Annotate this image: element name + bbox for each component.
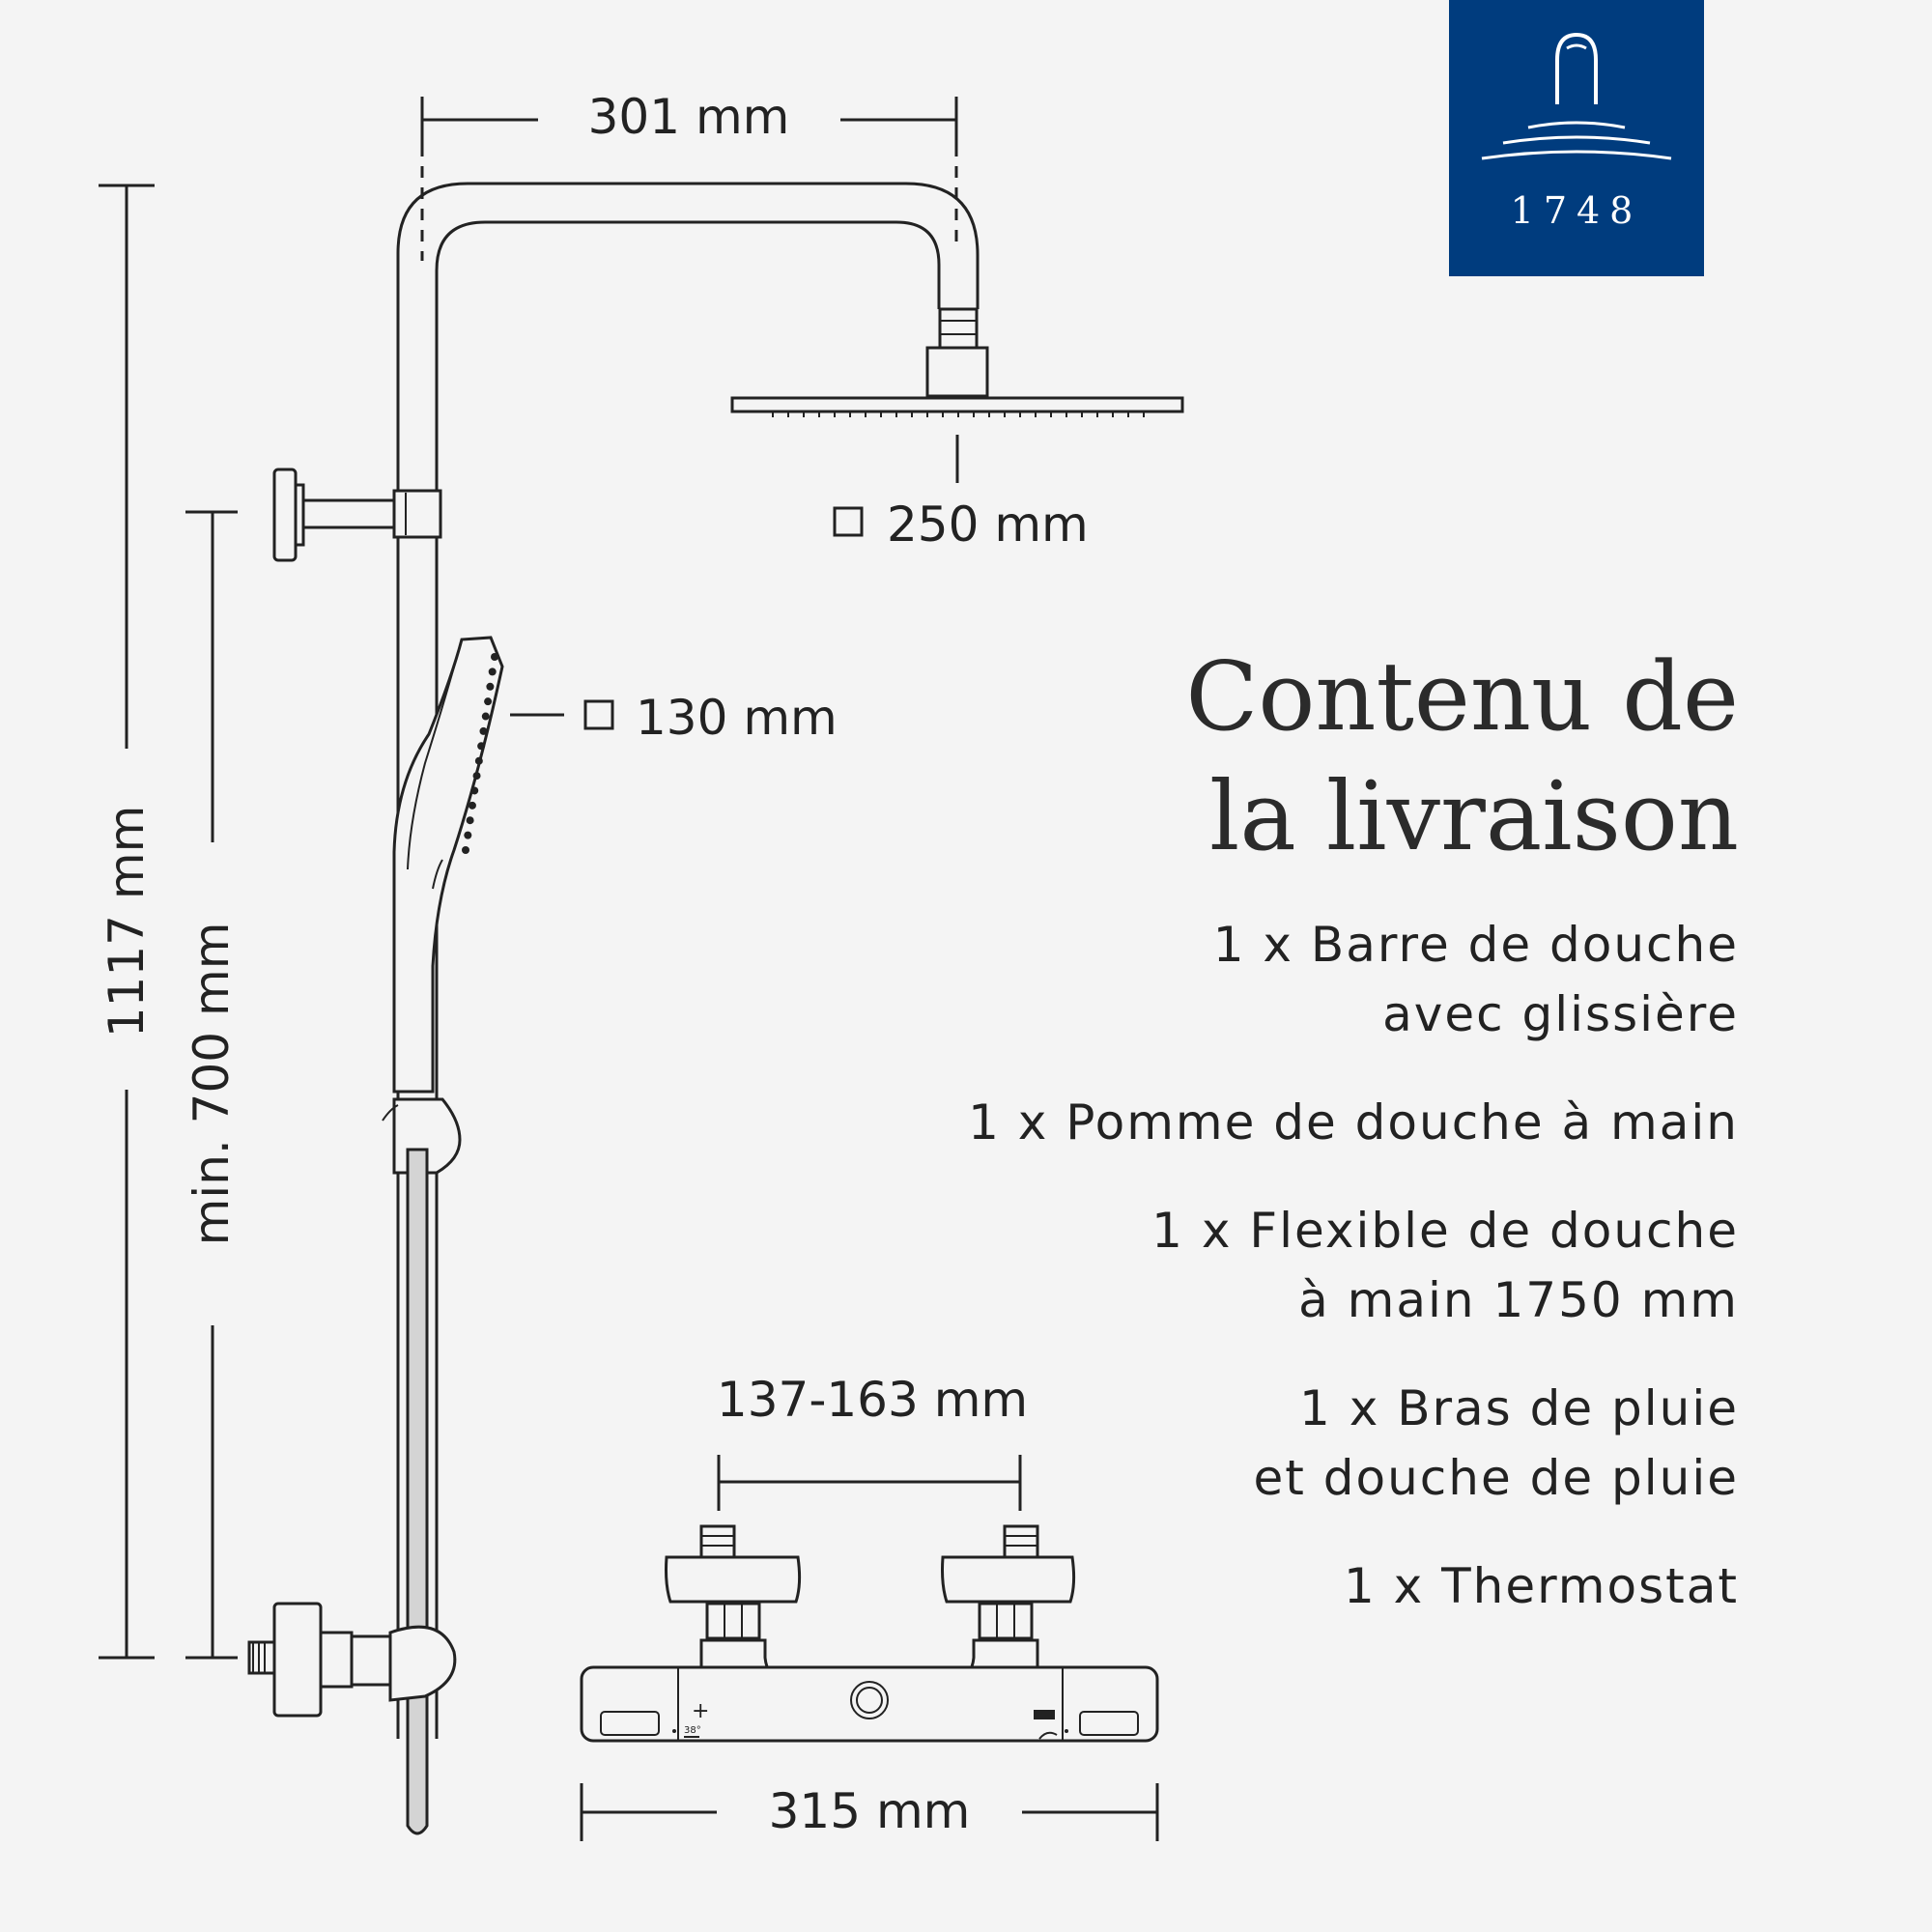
nozzle-mark	[475, 757, 483, 765]
nozzle-mark	[469, 802, 476, 810]
connection-spacing-label: 137-163 mm	[716, 1372, 1029, 1428]
delivery-title-line2: la livraison	[1209, 762, 1739, 872]
nozzle-mark	[462, 846, 469, 854]
delivery-contents	[869, 638, 1739, 1660]
list-item-line2: et douche de pluie	[1253, 1450, 1739, 1506]
list-item	[869, 1088, 1739, 1157]
nozzle-mark	[482, 713, 490, 721]
list-item-line2: à main 1750 mm	[1298, 1272, 1739, 1328]
list-item	[869, 1551, 1739, 1621]
dim-total-height	[99, 185, 155, 1658]
rain-shower-connector	[927, 309, 987, 396]
nozzle-mark	[484, 697, 492, 705]
list-item-line1: 1 x Pomme de douche à main	[968, 1094, 1739, 1151]
delivery-title-line1: Contenu de	[1185, 642, 1739, 753]
dim-hand-shower	[510, 690, 838, 746]
nozzle-mark	[489, 668, 497, 675]
hand-shower	[394, 638, 502, 1092]
nozzle-mark	[473, 772, 481, 780]
nozzle-mark	[486, 683, 494, 691]
nozzle-mark	[467, 816, 474, 824]
square-symbol-icon	[585, 701, 612, 728]
faucet-wave-icon	[1449, 0, 1704, 184]
list-item-line2: avec glissière	[1382, 986, 1739, 1042]
rain-shower-label: 250 mm	[887, 497, 1089, 553]
list-item-line1: 1 x Bras de pluie	[1299, 1380, 1739, 1436]
thermostat-width-label: 315 mm	[768, 1783, 971, 1839]
dim-rain-shower	[835, 497, 1089, 553]
rain-shower-head	[732, 398, 1182, 417]
shower-hose	[408, 1150, 427, 1833]
list-item	[869, 1374, 1739, 1513]
list-item-line1: 1 x Flexible de douche	[1151, 1203, 1739, 1259]
temp-mark-icon: 38°	[684, 1725, 701, 1736]
square-symbol-icon	[835, 508, 862, 535]
nozzle-mark	[470, 786, 478, 794]
brand-logo	[1449, 0, 1704, 276]
dim-thermostat-width	[582, 1783, 1157, 1841]
total-height-label: 1117 mm	[99, 805, 155, 1038]
flow-bar-icon	[1034, 1710, 1055, 1719]
list-item-line1: 1 x Thermostat	[1343, 1558, 1739, 1614]
logo-year: 1748	[1510, 189, 1643, 232]
nozzle-mark	[479, 727, 487, 735]
list-item	[869, 1196, 1739, 1335]
list-item	[869, 910, 1739, 1049]
arm-length-label: 301 mm	[587, 89, 790, 145]
delivery-title	[869, 638, 1739, 877]
wall-bracket-upper	[274, 469, 440, 560]
nozzle-mark	[491, 653, 498, 661]
min-height-label: min. 700 mm	[184, 922, 240, 1246]
dim-min-height	[184, 512, 240, 1658]
nozzle-mark	[464, 832, 471, 839]
list-item-line1: 1 x Barre de douche	[1212, 917, 1739, 973]
hand-shower-label: 130 mm	[636, 690, 838, 746]
plus-icon: +	[692, 1699, 710, 1723]
nozzle-mark	[477, 742, 485, 750]
dim-arm-length	[422, 89, 956, 261]
